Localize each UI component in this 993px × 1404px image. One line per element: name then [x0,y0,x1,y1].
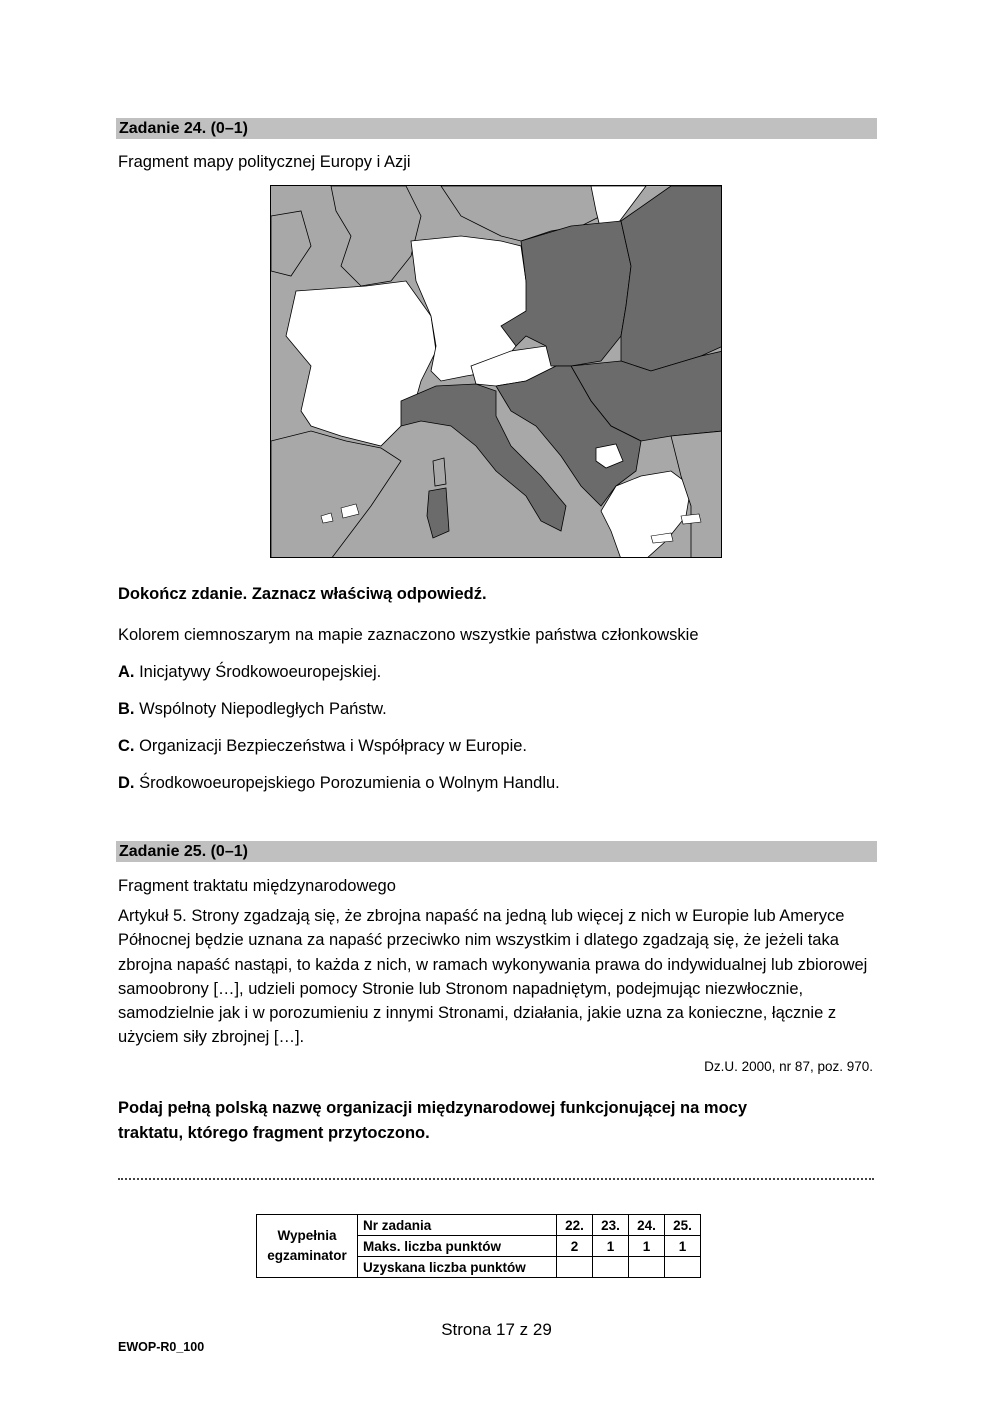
task-24-header: Zadanie 24. (0–1) [116,118,877,139]
map-ukraine-belarus [621,186,722,371]
exam-code: EWOP-R0_100 [118,1340,205,1354]
task-24-instruction: Dokończ zdanie. Zaznacz właściwą odpowiedź. [118,585,487,603]
option-c-letter: C. [118,737,135,755]
examiner-label-line1: Wypełnia [277,1228,337,1243]
treaty-article: Artykuł 5. Strony zgadzają się, że zbrojna napaść na jedną lub więcej z nich w Europie lub Ameryce Północnej będzie uznana za napaść przeciwko nim wszystkim i dlatego zgadzają się, że jeżeli taka zbrojna napaść nastąpi, to każda z nich, w ramach wykonywania prawa do indywidualnej lub zbiorowej samoobrony […], udzieli pomocy Stronie lub Stronom napadniętym, podejmując niezwłocznie, samodzielnie jak i w porozumieniu z innymi Stronami, działania, jakie uzna za konieczne, łącznie z użyciem siły zbrojnej […]. [118,907,868,1047]
europe-map-drawing [271,186,722,558]
task-24-intro: Fragment mapy politycznej Europy i Azji [118,153,411,171]
task-25-header: Zadanie 25. (0–1) [116,841,877,862]
task-number-cell: 23. [593,1215,629,1236]
examiner-label [257,1215,358,1278]
max-points-cell: 1 [629,1236,665,1257]
option-c-text: Organizacji Bezpieczeństwa i Współpracy w Europie. [139,737,528,755]
task-number-cell: 25. [665,1215,701,1236]
task-number-cell: 24. [629,1215,665,1236]
task-25-instruction-line1: Podaj pełną polską nazwę organizacji międzynarodowej funkcjonującej na mocy [118,1099,747,1117]
row-obtained-label: Uzyskana liczba punktów [358,1257,557,1278]
treaty-source: Dz.U. 2000, nr 87, poz. 970. [704,1059,873,1074]
obtained-points-cell[interactable] [593,1257,629,1278]
option-d[interactable] [118,771,560,795]
task-25-instruction-line2: traktatu, którego fragment przytoczono. [118,1124,430,1142]
option-b-letter: B. [118,700,135,718]
option-a[interactable] [118,660,381,684]
answer-line[interactable] [118,1168,874,1180]
map-corsica [433,458,446,486]
max-points-cell: 1 [593,1236,629,1257]
obtained-points-cell[interactable] [665,1257,701,1278]
option-c[interactable] [118,734,527,758]
row-task-label: Nr zadania [358,1215,557,1236]
option-a-letter: A. [118,663,135,681]
option-b-text: Wspólnoty Niepodległych Państw. [139,700,387,718]
option-d-letter: D. [118,774,135,792]
option-d-text: Środkowoeuropejskiego Porozumienia o Wolnym Handlu. [139,774,560,792]
max-points-cell: 2 [557,1236,593,1257]
option-b[interactable] [118,697,387,721]
examiner-label-line2: egzaminator [267,1248,347,1263]
obtained-points-cell[interactable] [629,1257,665,1278]
option-a-text: Inicjatywy Środkowoeuropejskiej. [139,663,382,681]
max-points-cell: 1 [665,1236,701,1257]
obtained-points-cell[interactable] [557,1257,593,1278]
task-number-cell: 22. [557,1215,593,1236]
score-table [256,1214,701,1278]
task-25-intro: Fragment traktatu międzynarodowego [118,877,396,895]
row-max-label: Maks. liczba punktów [358,1236,557,1257]
page-number: Strona 17 z 29 [441,1320,552,1339]
europe-map [270,185,722,558]
map-island [681,514,701,524]
task-24-stem: Kolorem ciemnoszarym na mapie zaznaczono wszystkie państwa członkowskie [118,626,699,644]
